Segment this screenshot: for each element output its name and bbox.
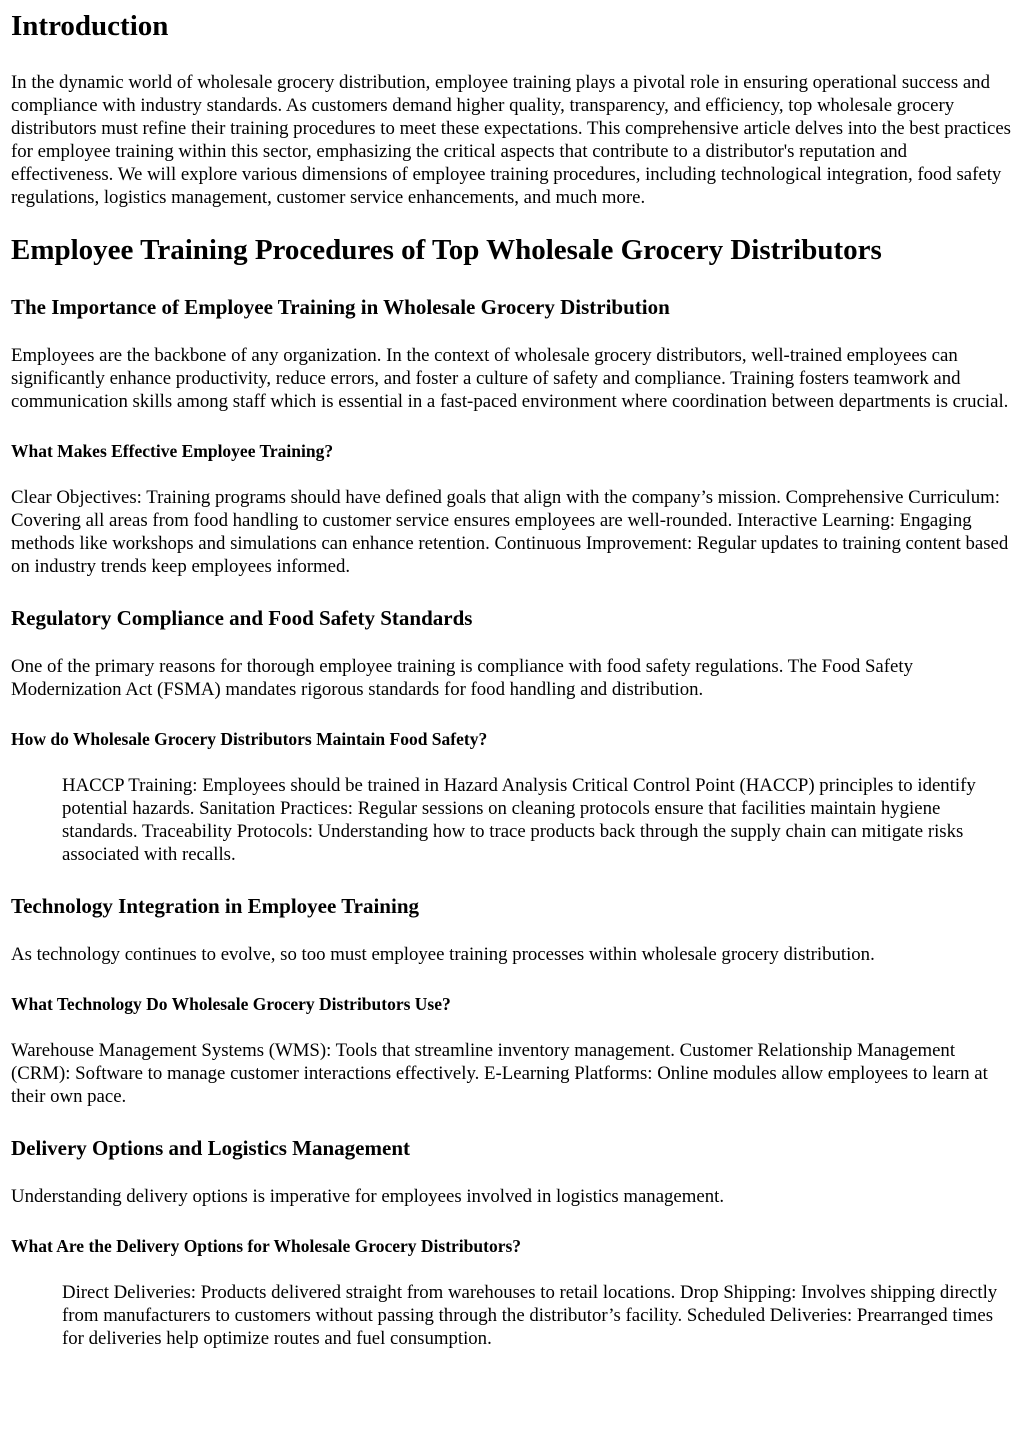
blockquote-food-safety: HACCP Training: Employees should be trained in Hazard Analysis Critical Control Point (HACCP) principles to identify potential hazards. Sanitation Practices: Regular sessions on cleaning protocols ensure that facilities maintain hygiene standards. Traceability Protocols: Understanding how to trace products back through the supply chain can mitigate risks associated with recalls. [62, 775, 976, 865]
section-paragraph-importance: Employees are the backbone of any organization. In the context of wholesale grocery distributors, well-trained employees can significantly enhance productivity, reduce errors, and foster a culture of safety and compliance. Training fosters teamwork and communication skills among staff which is essential in a fast-paced environment where coordination between departments is crucial. [11, 345, 1009, 412]
subheading-food-safety: How do Wholesale Grocery Distributors Maintain Food Safety? [11, 729, 488, 749]
intro-paragraph: In the dynamic world of wholesale grocery distribution, employee training plays a pivotal role in ensuring operational success and compliance with industry standards. As customers demand higher quality, transparency, and efficiency, top wholesale grocery distributors must refine their training procedures to meet these expectations. This comprehensive article delves into the best practices for employee training within this sector, emphasizing the critical aspects that contribute to a distributor's reputation and effectiveness. We will explore various dimensions of employee training procedures, including technological integration, food safety regulations, logistics management, customer service enhancements, and much more. [11, 72, 1011, 208]
section-heading-compliance: Regulatory Compliance and Food Safety Standards [11, 606, 473, 630]
section-paragraph-delivery: Understanding delivery options is imperative for employees involved in logistics management. [11, 1186, 725, 1207]
article-page [0, 9, 1024, 1350]
blockquote-delivery-options: Direct Deliveries: Products delivered straight from warehouses to retail locations. Drop Shipping: Involves shipping directly from manufacturers to customers without passing through the distributor’s facility. Scheduled Deliveries: Prearranged times for deliveries help optimize routes and fuel consumption. [62, 1282, 998, 1349]
main-heading: Employee Training Procedures of Top Wholesale Grocery Distributors [11, 234, 882, 266]
section-paragraph-compliance: One of the primary reasons for thorough employee training is compliance with food safety regulations. The Food Safety Modernization Act (FSMA) mandates rigorous standards for food handling and distribution. [11, 656, 913, 700]
subparagraph-effective-training: Clear Objectives: Training programs should have defined goals that align with the company’s mission. Comprehensive Curriculum: Covering all areas from food handling to customer service ensures employees are well-rounded. Interactive Learning: Engaging methods like workshops and simulations can enhance retention. Continuous Improvement: Regular updates to training content based on industry trends keep employees informed. [11, 487, 1009, 577]
subheading-delivery-options: What Are the Delivery Options for Wholesale Grocery Distributors? [11, 1236, 522, 1256]
subparagraph-technology-used: Warehouse Management Systems (WMS): Tools that streamline inventory management. Customer Relationship Management (CRM): Software to manage customer interactions effectively. E-Learning Platforms: Online modules allow employees to learn at their own pace. [11, 1040, 988, 1107]
section-heading-technology: Technology Integration in Employee Training [11, 894, 419, 918]
section-heading-importance: The Importance of Employee Training in Wholesale Grocery Distribution [11, 295, 670, 319]
subheading-technology-used: What Technology Do Wholesale Grocery Distributors Use? [11, 994, 451, 1014]
section-paragraph-technology: As technology continues to evolve, so too must employee training processes within wholesale grocery distribution. [11, 944, 875, 965]
subheading-effective-training: What Makes Effective Employee Training? [11, 441, 334, 461]
intro-heading: Introduction [11, 10, 169, 42]
section-heading-delivery: Delivery Options and Logistics Management [11, 1136, 410, 1160]
